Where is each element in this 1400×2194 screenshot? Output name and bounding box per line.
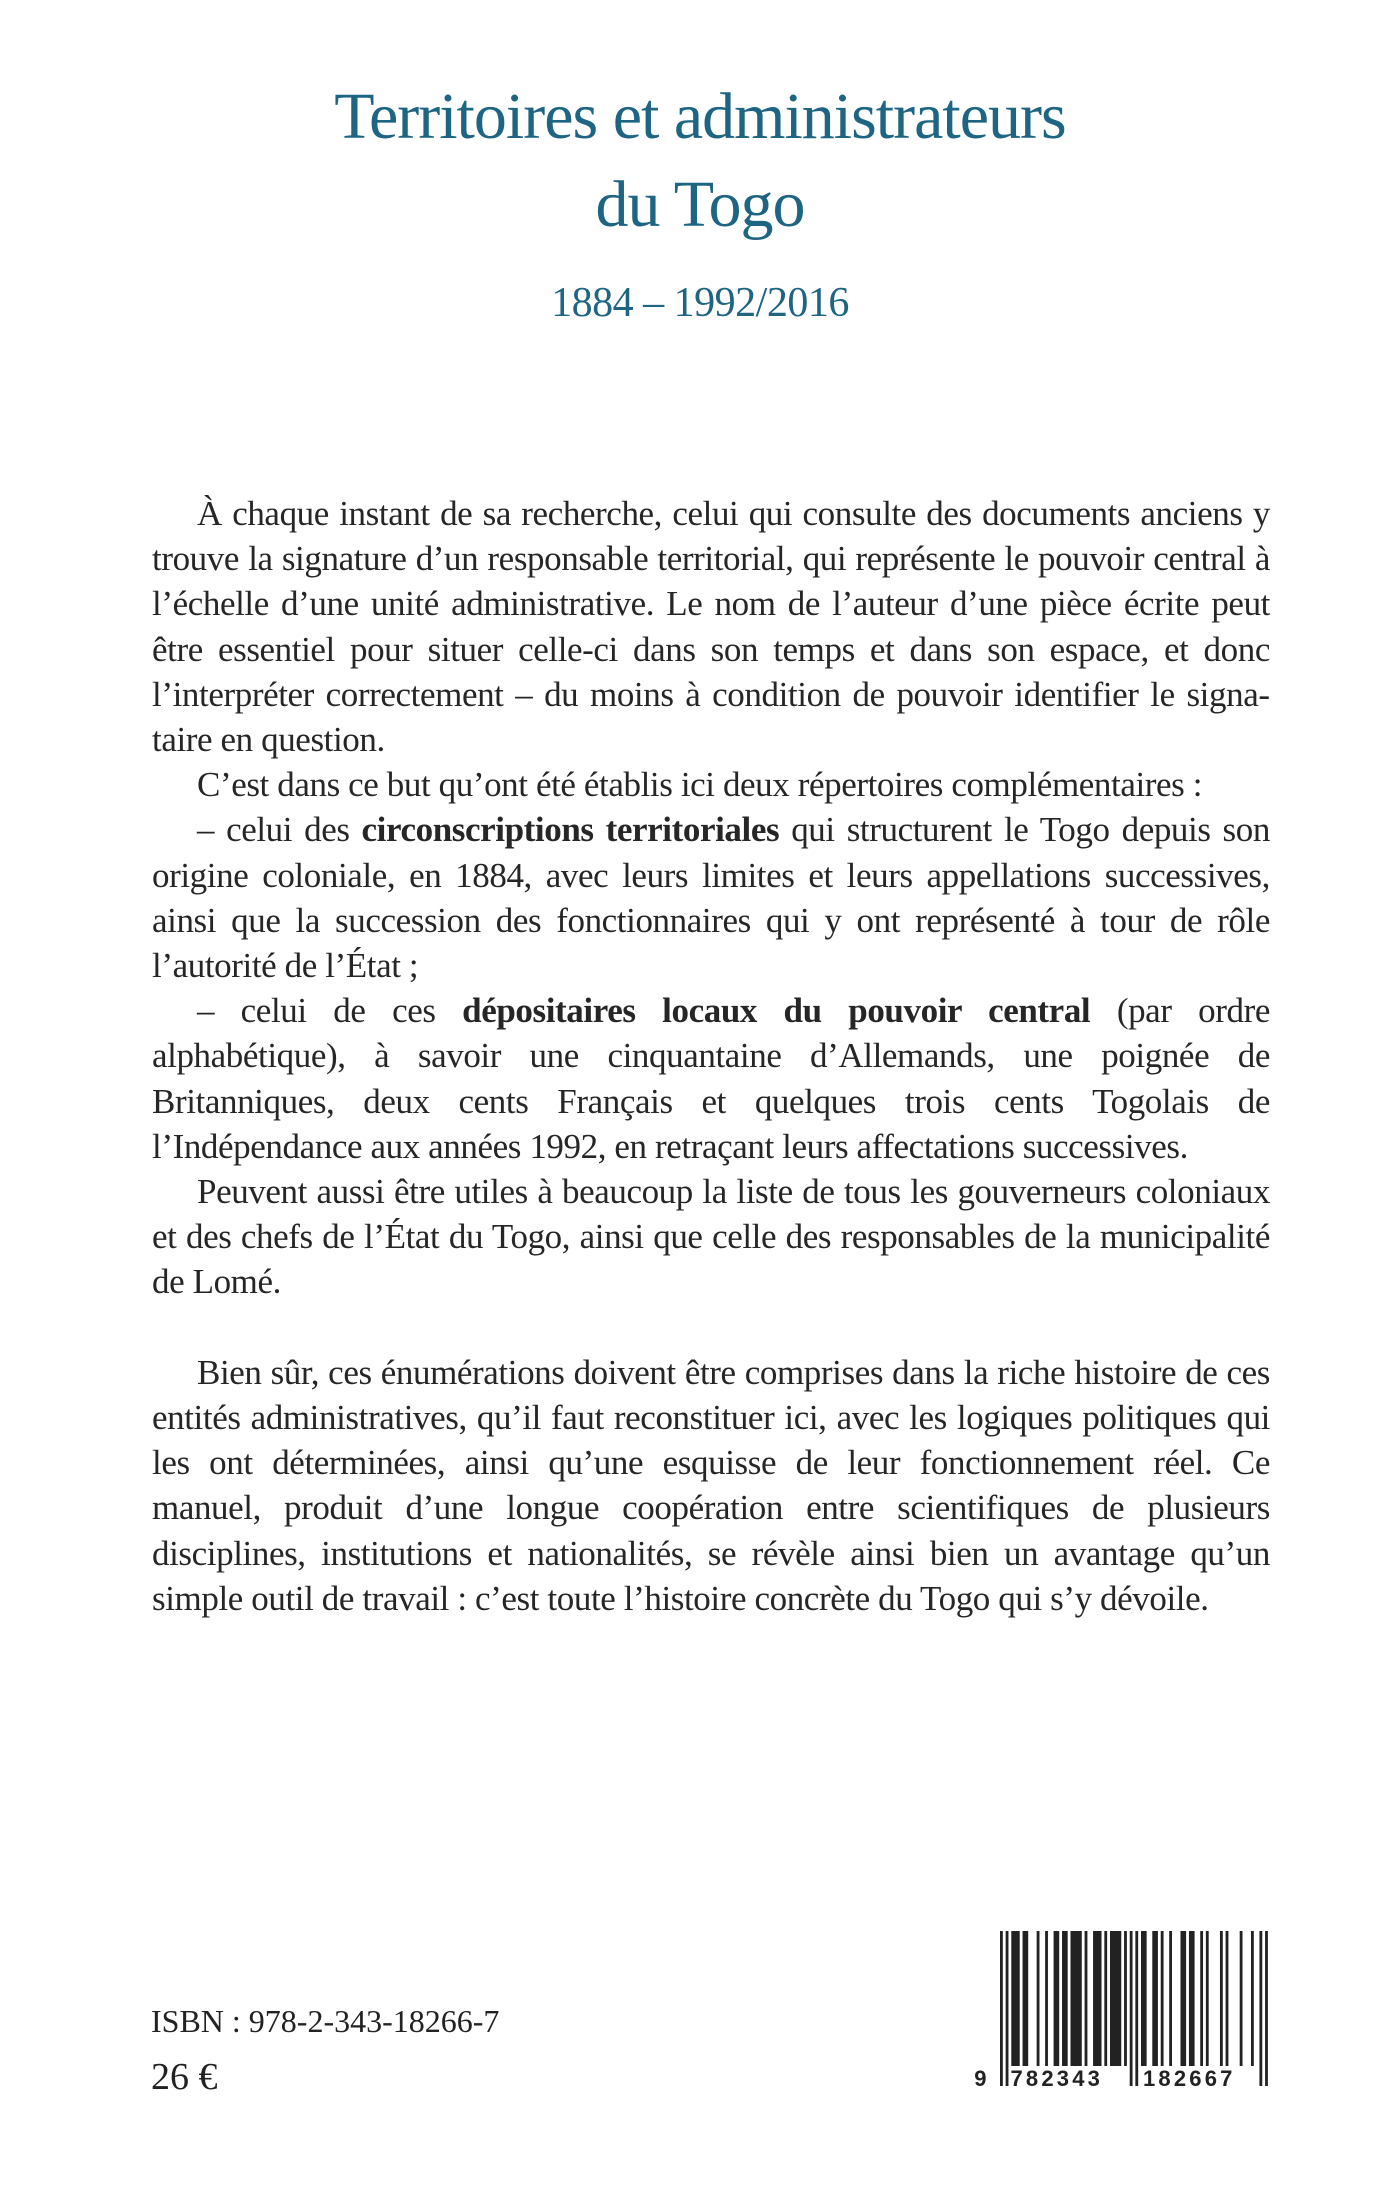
blurb-paragraph [152,1350,1270,1621]
book-date-range: 1884 – 1992/2016 [551,280,849,326]
price-label: 26 € [151,2056,218,2098]
blurb-paragraph [152,1169,1270,1305]
ean13-barcode-icon [968,1928,1278,2096]
emphasized-term: dépositaires locaux du pouvoir central [462,991,1091,1031]
emphasized-term: circonscriptions territoriales [361,810,780,850]
book-title-line-1: Territoires et administrateurs [334,80,1066,153]
svg-text:9: 9 [974,2066,990,2091]
blurb-text: À chaque instant de sa recherche, celui qui consulte des documents anciens y trouve la signature d’un responsable territorial, qui représente le pouvoir central à l’échelle d’une unité administrative. Le nom de l’auteur d’une pièce écrite peut être essentiel pour situer celle-ci dans son temps et dans son espace, et donc l’interpréter correctement – du moins à condition de pouvoir identifier le signataire en question. [152,494,1270,760]
blurb-paragraph [152,807,1270,988]
blurb-text: – celui des [197,810,362,850]
blurb-paragraph [152,491,1270,762]
isbn-label: ISBN : 978-2-343-18266-7 [151,2003,500,2039]
blurb-text: C’est dans ce but qu’ont été établis ici deux répertoires complémentaires : [197,765,1203,805]
book-title-line-2: du Togo [595,168,805,241]
blurb-text: Bien sûr, ces énumérations doivent être comprises dans la riche histoire de ces entités administratives, qu’il faut reconstituer ici, avec les logiques politiques qui les ont déterminées, ainsi qu’une esquisse de leur fonctionnement réel. Ce manuel, produit d’une longue coopération entre scientifiques de plusieurs disciplines, institutions et nationalités, se révèle ainsi bien un avantage qu’un simple outil de travail : c’est toute l’histoire concrète du Togo qui s’y dévoile. [152,1352,1270,1618]
blurb-text: – celui de ces [197,991,463,1031]
svg-text:782343: 782343 [1010,2066,1104,2091]
blurb-text: (par ordre alphabétique), à savoir une cinquantaine d’Allemands, une poignée de Britanniques, deux cents Français et quelques trois cents Togolais de l’Indépendance aux années 1992, en retraçant leurs affectations successives. [152,991,1270,1166]
blurb-paragraph [152,988,1270,1169]
blurb-paragraph [152,762,1270,807]
back-cover-blurb [152,491,1270,1621]
blurb-text: Peuvent aussi être utiles à beaucoup la liste de tous les gouverneurs coloniaux et des chefs de l’État du Togo, ainsi que celle des responsables de la municipalité de Lomé. [152,1172,1270,1302]
blurb-text: qui structurent le Togo depuis son origine coloniale, en 1884, avec leurs limites et leurs appellations successives, ainsi que la succession des fonctionnaires qui y ont représenté à tour de rôle l’autorité de l’État ; [152,810,1270,986]
svg-text:182667: 182667 [1143,2066,1236,2091]
